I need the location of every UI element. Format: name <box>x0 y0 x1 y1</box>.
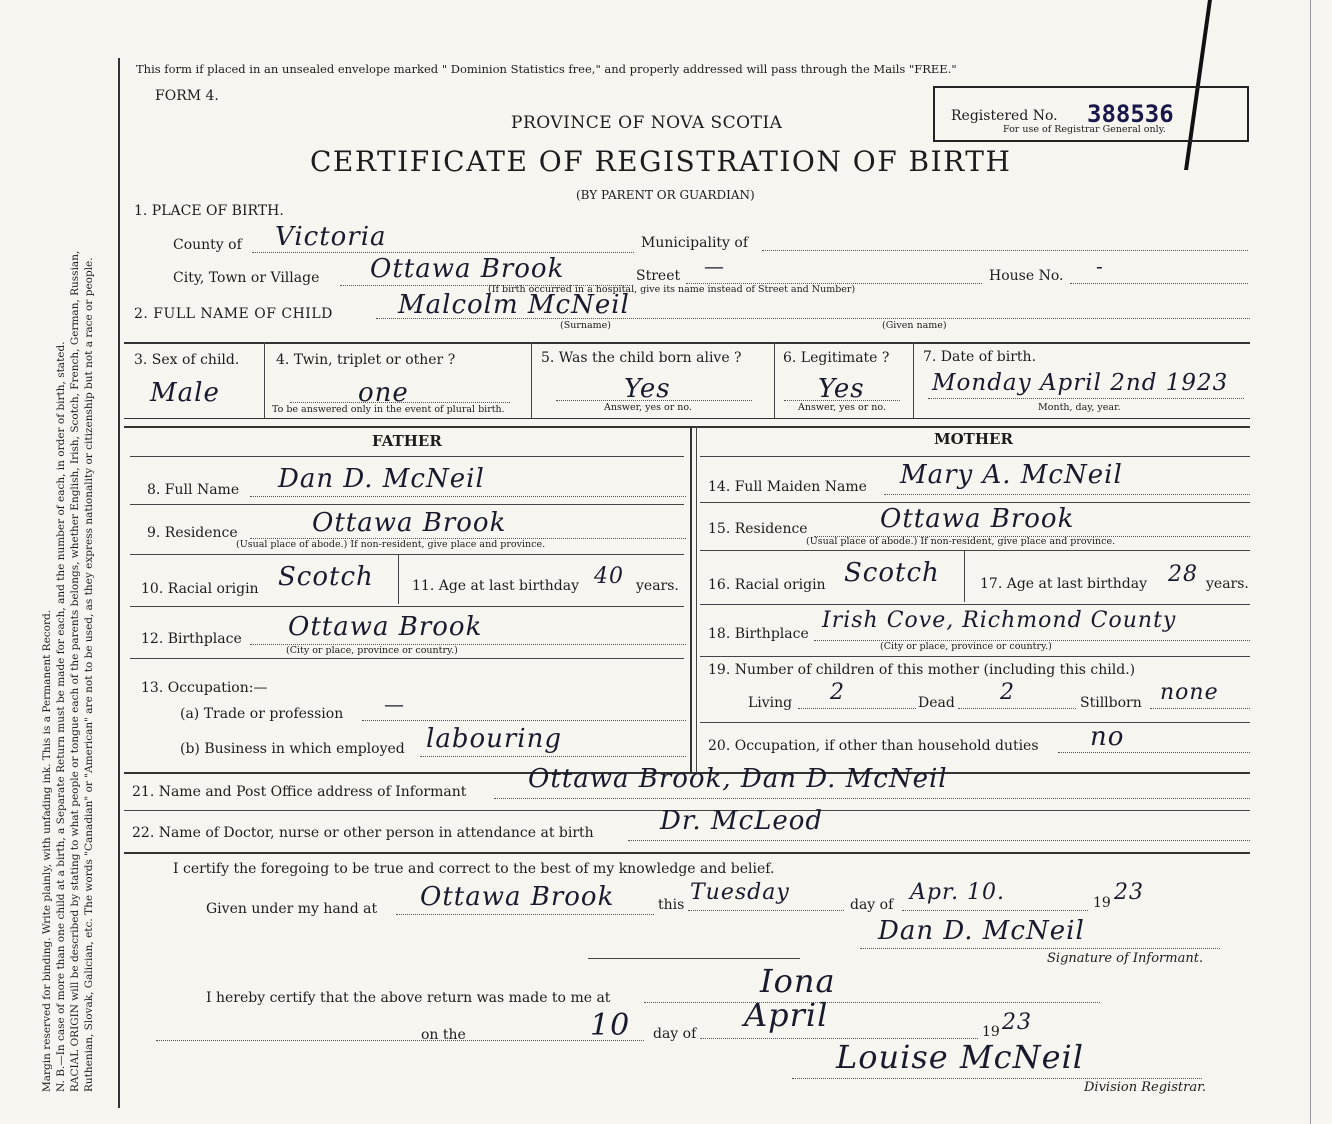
dob-note: Month, day, year. <box>1038 402 1121 413</box>
mother-occupation-label: 20. Occupation, if other than household duties <box>708 738 1039 754</box>
child-name-label: 2. FULL NAME OF CHILD <box>134 306 333 322</box>
certification-statement: I certify the foregoing to be true and correct to the best of my knowledge and belief. <box>173 861 775 877</box>
doctor-line <box>628 840 1250 841</box>
registration-note: For use of Registrar General only. <box>1003 124 1166 135</box>
this-label: this <box>658 897 685 913</box>
sex-value: Male <box>150 378 220 408</box>
col-divider-2 <box>531 342 532 418</box>
margin-note-nb: N. B.—In case of more than one child at a birth, a Separate Return must be made for each, and the number of each, in order of birth, stated. <box>55 341 67 1092</box>
mother-rule-4 <box>700 604 1250 605</box>
margin-notes <box>40 82 120 1092</box>
registrar-dayof-label: day of <box>653 1026 697 1042</box>
mother-rule-6 <box>700 722 1250 723</box>
dead-value: 2 <box>1000 680 1015 705</box>
father-age-label: 11. Age at last birthday <box>412 578 580 594</box>
registration-label: Registered No. <box>951 108 1058 124</box>
father-trade-value: — <box>384 692 405 716</box>
registration-number: 388536 <box>1087 100 1174 128</box>
father-trade-label: (a) Trade or profession <box>180 706 344 722</box>
parents-top-rule <box>124 426 1250 428</box>
registrar-day: 10 <box>590 1008 631 1043</box>
doctor-value: Dr. McLeod <box>660 806 824 836</box>
form-number: FORM 4. <box>155 88 219 104</box>
mother-name-label: 14. Full Maiden Name <box>708 479 867 495</box>
alive-note: Answer, yes or no. <box>604 402 693 413</box>
house-line <box>1070 283 1248 284</box>
doctor-label: 22. Name of Doctor, nurse or other person in attendance at birth <box>132 825 594 841</box>
father-race-value: Scotch <box>278 562 374 592</box>
col-divider-4 <box>913 342 914 418</box>
given-dayof-value: Apr. 10. <box>910 880 1006 905</box>
street-value: — <box>704 254 725 278</box>
dob-value: Monday April 2nd 1923 <box>932 370 1229 396</box>
page-subtitle: (BY PARENT OR GUARDIAN) <box>576 188 755 202</box>
col-divider-1 <box>264 342 265 418</box>
father-age-unit: years. <box>636 578 679 594</box>
father-heading: FATHER <box>372 432 442 450</box>
given-year-prefix: 19 <box>1093 895 1111 911</box>
sex-label: 3. Sex of child. <box>134 352 240 368</box>
county-label: County of <box>173 237 242 253</box>
father-trade-line <box>362 720 686 721</box>
on-the-line <box>156 1040 644 1041</box>
mother-age-value: 28 <box>1168 562 1198 587</box>
page-title: CERTIFICATE OF REGISTRATION OF BIRTH <box>310 145 1012 178</box>
margin-note-racial-1: RACIAL ORIGIN will be described by stating to what people or tongue each of the parents belongs, whether English, Irish, Scotch, French, German, Russian, <box>69 250 81 1092</box>
mother-age-divider <box>964 550 965 602</box>
informant-value: Ottawa Brook, Dan D. McNeil <box>528 764 948 794</box>
province-title: PROVINCE OF NOVA SCOTIA <box>511 113 783 133</box>
mother-heading: MOTHER <box>934 430 1013 448</box>
alive-value: Yes <box>624 374 671 404</box>
mother-birthplace-value: Irish Cove, Richmond County <box>822 608 1177 633</box>
parents-divider-2 <box>696 426 697 772</box>
father-rule-3 <box>130 554 684 555</box>
mother-rule-2 <box>700 502 1250 503</box>
alive-line <box>556 400 752 401</box>
margin-note-binding: Margin reserved for binding. Write plainly, with unfading ink. This is a Permanent Record. <box>41 609 53 1092</box>
dob-line <box>928 398 1244 399</box>
surname-note: (Surname) <box>560 320 611 331</box>
mother-children-label: 19. Number of children of this mother (including this child.) <box>708 662 1136 678</box>
mother-age-unit: years. <box>1206 576 1249 592</box>
informant-signature-label: Signature of Informant. <box>1047 951 1204 966</box>
father-rule-2 <box>130 504 684 505</box>
mother-residence-label: 15. Residence <box>708 521 808 537</box>
mother-race-label: 16. Racial origin <box>708 577 826 593</box>
row-bottom-rule <box>124 418 1250 419</box>
city-value: Ottawa Brook <box>370 254 565 284</box>
father-rule-1 <box>130 456 684 457</box>
registrar-place-line <box>644 1002 1100 1003</box>
child-name-value: Malcolm McNeil <box>398 290 630 320</box>
father-rule-5 <box>130 658 684 659</box>
given-dayof-label: day of <box>850 897 894 913</box>
mother-rule-3 <box>700 550 1250 551</box>
on-the-label: on the <box>421 1027 466 1043</box>
father-business-value: labouring <box>426 724 562 754</box>
registrar-year-value: 23 <box>1002 1010 1032 1035</box>
registration-box <box>933 86 1249 142</box>
stillborn-line <box>1150 708 1250 709</box>
mother-birthplace-note: (City or place, province or country.) <box>880 641 1052 652</box>
hospital-note: (If birth occurred in a hospital, give its name instead of Street and Number) <box>488 284 856 295</box>
house-label: House No. <box>989 268 1064 284</box>
child-name-line <box>376 318 1250 319</box>
father-residence-label: 9. Residence <box>147 525 238 541</box>
given-label: Given under my hand at <box>206 901 378 917</box>
mother-occupation-line <box>1058 752 1250 753</box>
mother-name-line <box>884 494 1250 495</box>
father-residence-value: Ottawa Brook <box>312 508 507 538</box>
mother-age-label: 17. Age at last birthday <box>980 576 1148 592</box>
dead-label: Dead <box>918 695 955 711</box>
page-edge <box>1310 0 1311 1124</box>
legitimate-note: Answer, yes or no. <box>798 402 887 413</box>
father-race-label: 10. Racial origin <box>141 581 259 597</box>
registrar-signature-line <box>792 1078 1202 1079</box>
living-label: Living <box>748 695 793 711</box>
father-residence-note: (Usual place of abode.) If non-resident, give place and province. <box>236 539 546 550</box>
father-birthplace-value: Ottawa Brook <box>288 612 483 642</box>
county-value: Victoria <box>275 222 387 252</box>
alive-label: 5. Was the child born alive ? <box>541 350 742 366</box>
informant-line <box>494 798 1250 799</box>
this-value: Tuesday <box>690 880 790 905</box>
given-place: Ottawa Brook <box>420 882 615 912</box>
parents-divider <box>690 426 692 772</box>
mother-rule-1 <box>700 456 1250 457</box>
street-label: Street <box>636 268 681 284</box>
father-name-value: Dan D. McNeil <box>278 464 485 494</box>
father-name-label: 8. Full Name <box>147 482 240 498</box>
twin-note: To be answered only in the event of plural birth. <box>272 404 505 415</box>
mother-residence-note: (Usual place of abode.) If non-resident, give place and province. <box>806 536 1116 547</box>
this-line <box>688 910 844 911</box>
mother-race-value: Scotch <box>844 558 940 588</box>
certification-top-rule <box>124 852 1250 854</box>
twin-line <box>290 402 510 403</box>
legitimate-label: 6. Legitimate ? <box>783 350 890 366</box>
municipality-label: Municipality of <box>641 235 749 251</box>
given-year-value: 23 <box>1114 880 1144 905</box>
given-place-line <box>396 914 654 915</box>
given-dayof-line <box>902 910 1088 911</box>
registrar-year-prefix: 19 <box>982 1024 1000 1040</box>
registrar-month: April <box>744 996 829 1034</box>
stillborn-label: Stillborn <box>1080 695 1142 711</box>
father-occupation-label: 13. Occupation:— <box>141 680 268 696</box>
left-border <box>118 58 120 1108</box>
mother-birthplace-label: 18. Birthplace <box>708 626 809 642</box>
twin-label: 4. Twin, triplet or other ? <box>276 352 456 368</box>
mother-residence-value: Ottawa Brook <box>880 504 1075 534</box>
mailing-notice: This form if placed in an unsealed envelope marked " Dominion Statistics free," and properly addressed will pass through the Mails "FREE." <box>136 62 957 76</box>
father-birthplace-label: 12. Birthplace <box>141 631 242 647</box>
informant-signature: Dan D. McNeil <box>878 916 1085 946</box>
father-business-label: (b) Business in which employed <box>180 741 405 757</box>
father-age-value: 40 <box>594 564 624 589</box>
registrar-signature-label: Division Registrar. <box>1084 1080 1206 1095</box>
col-divider-3 <box>774 342 775 418</box>
twin-value: one <box>358 378 409 408</box>
legitimate-line <box>784 400 900 401</box>
mother-rule-5 <box>700 656 1250 657</box>
father-name-line <box>250 496 686 497</box>
row-top-rule <box>124 342 1250 344</box>
stillborn-value: none <box>1160 680 1219 705</box>
legitimate-value: Yes <box>818 374 865 404</box>
margin-note-racial-2: Ruthenian, Slovak, Galician, etc. The words "Canadian" or "American" are not to be used, as they express nationality or citizenship but not a race or people. <box>83 257 95 1092</box>
father-rule-4 <box>130 606 684 607</box>
mother-name-value: Mary A. McNeil <box>900 460 1123 490</box>
father-birthplace-note: (City or place, province or country.) <box>286 645 458 656</box>
given-name-note: (Given name) <box>882 320 947 331</box>
father-age-divider <box>398 554 399 604</box>
city-label: City, Town or Village <box>173 270 320 286</box>
living-line <box>798 708 916 709</box>
dead-line <box>958 708 1076 709</box>
registrar-signature: Louise McNeil <box>836 1038 1084 1076</box>
informant-signature-line <box>860 948 1220 949</box>
mother-occupation-value: no <box>1090 722 1125 752</box>
municipality-line <box>762 250 1248 251</box>
living-value: 2 <box>830 680 845 705</box>
margin-mark <box>1184 0 1252 170</box>
registrar-statement: I hereby certify that the above return was made to me at <box>206 990 611 1006</box>
father-business-line <box>420 756 686 757</box>
house-value: - <box>1096 254 1104 278</box>
dob-label: 7. Date of birth. <box>923 349 1037 365</box>
registrar-separator <box>588 958 800 959</box>
informant-label: 21. Name and Post Office address of Informant <box>132 784 467 800</box>
place-heading: 1. PLACE OF BIRTH. <box>134 203 284 219</box>
county-line <box>252 252 634 253</box>
registrar-place: Iona <box>760 962 836 1000</box>
